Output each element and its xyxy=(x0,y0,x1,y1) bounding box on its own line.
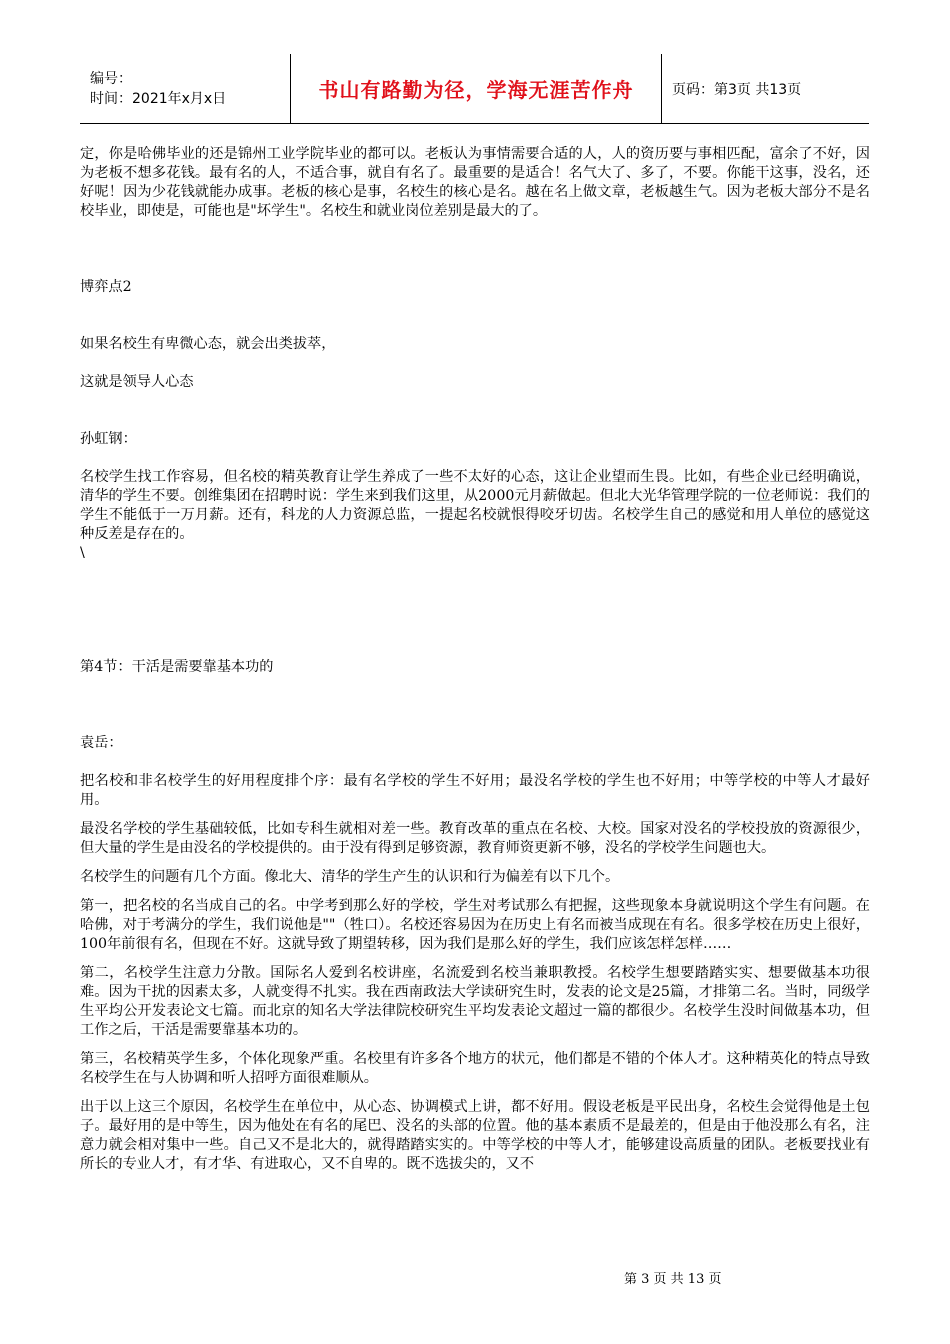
page-header xyxy=(80,54,869,124)
header-meta xyxy=(80,54,291,124)
document-number-label: 编号： xyxy=(90,70,132,87)
document-time-label: 时间：2021年x月x日 xyxy=(90,90,227,107)
paragraph: 把名校和非名校学生的好用程度排个序：最有名学校的学生不好用；最没名学校的学生也不好用；中等学校的中等人才最好用。 xyxy=(80,773,870,808)
paragraph: 如果名校生有卑微心态，就会出类拔萃， xyxy=(80,336,336,352)
stray-character: \ xyxy=(80,545,85,561)
paragraph: 第一，把名校的名当成自己的名。中学考到那么好的学校，学生对考试那么有把握，这些现象本身就说明这个学生有问题。在哈佛，对于考满分的学生，我们说他是""（牲口）。名校还容易因为在历史上有名而被当成现在有名。很多学校在历史上很好，100年前很有名，但现在不好。这就导致了期望转移，因为我们是那么好的学生，我们应该怎样怎样…… xyxy=(80,898,870,952)
header-motto-cell xyxy=(291,54,662,124)
speaker-label: 孙虹钢： xyxy=(80,431,137,447)
paragraph: 出于以上这三个原因，名校学生在单位中，从心态、协调模式上讲，都不好用。假设老板是平民出身，名校生会觉得他是土包子。最好用的是中等生，因为他处在有名的尾巴、没名的头部的位置。他的基本素质不是最差的，但是由于他没那么有名，注意力就会相对集中一些。自己又不是北大的，就得踏踏实实的。中等学校的中等人才，能够建设高质量的团队。老板要找业有所长的专业人才，有才华、有进取心，又不自卑的。既不选拔尖的，又不 xyxy=(80,1099,870,1172)
paragraph: 这就是领导人心态 xyxy=(80,374,194,390)
paragraph: 第二，名校学生注意力分散。国际名人爱到名校讲座，名流爱到名校当兼职教授。名校学生想要踏踏实实、想要做基本功很难。因为干扰的因素太多，人就变得不扎实。我在西南政法大学读研究生时，发表的论文是25篇，才排第二名。当时，同级学生平均公开发表论文七篇。而北京的知名大学法律院校研究生平均发表论文超过一篇的都很少。名校学生没时间做基本功，但工作之后，干活是需要靠基本功的。 xyxy=(80,965,870,1038)
speaker-label: 袁岳： xyxy=(80,735,123,751)
document-body xyxy=(80,145,870,1174)
header-page-cell xyxy=(662,54,870,124)
header-page-number: 页码：第3页 共13页 xyxy=(672,81,802,98)
section-label: 博弈点2 xyxy=(80,279,132,295)
paragraph: 第三，名校精英学生多，个体化现象严重。名校里有许多各个地方的状元，他们都是不错的个体人才。这种精英化的特点导致名校学生在与人协调和听人招呼方面很难顺从。 xyxy=(80,1051,870,1086)
paragraph: 名校学生的问题有几个方面。像北大、清华的学生产生的认识和行为偏差有以下几个。 xyxy=(80,869,620,885)
header-motto: 书山有路勤为径，学海无涯苦作舟 xyxy=(318,78,634,102)
paragraph: 最没名学校的学生基础较低，比如专科生就相对差一些。教育改革的重点在名校、大校。国家对没名的学校投放的资源很少，但大量的学生是由没名的学校提供的。由于没有得到足够资源，教育师资更新不够，没名的学校学生问题也大。 xyxy=(80,821,870,856)
section-heading: 第4节：干活是需要靠基本功的 xyxy=(80,659,274,675)
paragraph: 名校学生找工作容易，但名校的精英教育让学生养成了一些不太好的心态，这让企业望而生畏。比如，有些企业已经明确说，清华的学生不要。创维集团在招聘时说：学生来到我们这里，从2000元月薪做起。但北大光华管理学院的一位老师说：我们的学生不能低于一万月薪。还有，科龙的人力资源总监，一提起名校就恨得咬牙切齿。名校学生自己的感觉和用人单位的感觉这种反差是存在的。 xyxy=(80,469,870,542)
page-footer: 第 3 页 共 13 页 xyxy=(624,1272,722,1287)
paragraph: 定，你是哈佛毕业的还是锦州工业学院毕业的都可以。老板认为事情需要合适的人，人的资历要与事相匹配，富余了不好，因为老板不想多花钱。最有名的人，不适合事，就自有名了。最重要的是适合！名气大了、多了，不要。你能干这事，没名，还好呢！因为少花钱就能办成事。老板的核心是事，名校生的核心是名。越在名上做文章，老板越生气。因为老板大部分不是名校毕业，即使是，可能也是"坏学生"。名校生和就业岗位差别是最大的了。 xyxy=(80,146,870,219)
